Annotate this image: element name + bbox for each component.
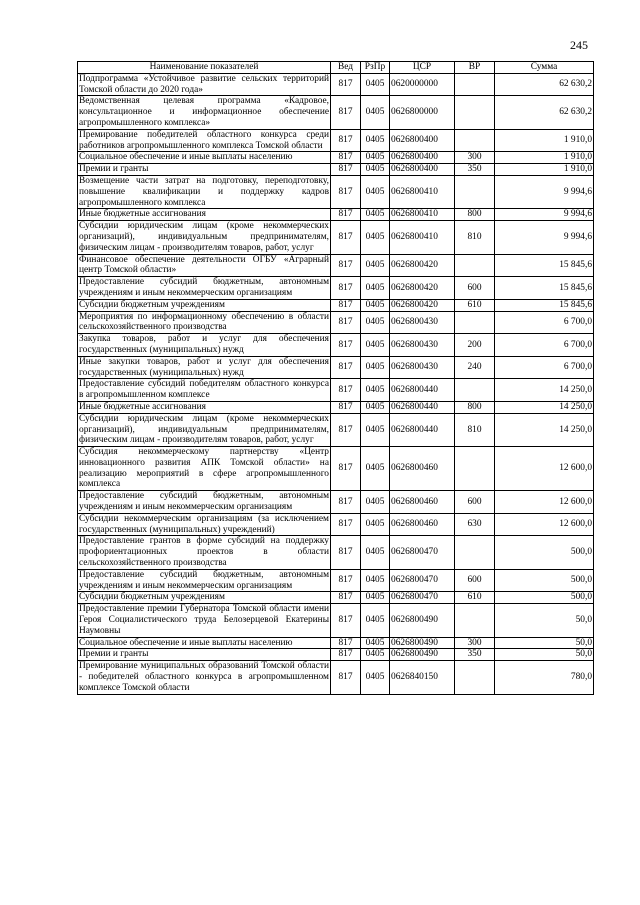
cell-rzpr: 0405	[361, 311, 390, 334]
cell-vr: 300	[455, 152, 495, 164]
cell-name: Финансовое обеспечение деятельности ОГБУ «Аграрный центр Томской области»	[79, 254, 329, 276]
cell-name: Субсидии юридическим лицам (кроме некоммерческих организаций), индивидуальным предпринимателям, физическим лицам - производителям товаров, работ, услуг	[79, 413, 329, 446]
table-row	[78, 379, 594, 402]
cell-vr: 600	[455, 277, 495, 300]
cell-rzpr: 0405	[361, 96, 390, 129]
cell-ved: 817	[331, 637, 361, 649]
table-row	[78, 164, 594, 176]
table-row	[78, 129, 594, 152]
cell-name: Премирование победителей областного конкурса среди работников агропромышленного комплекса Томской области	[79, 129, 329, 151]
cell-ved: 817	[331, 536, 361, 569]
cell-vr: 610	[455, 592, 495, 604]
cell-csr: 0626800000	[390, 96, 455, 129]
cell-sum: 6 700,0	[495, 311, 594, 334]
cell-csr: 0626800460	[390, 513, 455, 536]
cell-rzpr: 0405	[361, 175, 390, 208]
cell-vr	[455, 96, 495, 129]
table-row	[78, 661, 594, 694]
cell-csr: 0626800440	[390, 379, 455, 402]
cell-ved: 817	[331, 491, 361, 514]
cell-ved: 817	[331, 277, 361, 300]
cell-rzpr: 0405	[361, 401, 390, 413]
cell-rzpr: 0405	[361, 513, 390, 536]
cell-rzpr: 0405	[361, 569, 390, 592]
cell-csr: 0626800420	[390, 254, 455, 277]
cell-rzpr: 0405	[361, 254, 390, 277]
cell-sum: 15 845,6	[495, 299, 594, 311]
cell-sum: 50,0	[495, 604, 594, 637]
cell-name: Подпрограмма «Устойчивое развитие сельских территорий Томской области до 2020 года»	[79, 73, 329, 95]
cell-sum: 15 845,6	[495, 254, 594, 277]
table-row	[78, 299, 594, 311]
cell-csr: 0626800430	[390, 334, 455, 357]
cell-rzpr: 0405	[361, 649, 390, 661]
cell-csr: 0626800400	[390, 129, 455, 152]
cell-sum: 15 845,6	[495, 277, 594, 300]
cell-sum: 9 994,6	[495, 175, 594, 208]
cell-csr: 0626800420	[390, 277, 455, 300]
cell-name: Субсидия некоммерческому партнерству «Центр инновационного развития АПК Томской области» на реализацию мероприятий в сфере агропромышленного комплекса	[79, 447, 329, 490]
table-row	[78, 277, 594, 300]
table-row	[78, 73, 594, 96]
cell-rzpr: 0405	[361, 73, 390, 96]
cell-ved: 817	[331, 209, 361, 221]
cell-vr: 200	[455, 334, 495, 357]
table-row	[78, 334, 594, 357]
cell-name: Субсидии некоммерческим организациям (за исключением государственных (муниципальных) учреждений)	[79, 513, 329, 535]
header-row	[78, 62, 594, 74]
cell-ved: 817	[331, 401, 361, 413]
cell-csr: 0626800470	[390, 536, 455, 569]
cell-ved: 817	[331, 221, 361, 254]
cell-vr: 300	[455, 637, 495, 649]
table-row	[78, 513, 594, 536]
cell-ved: 817	[331, 129, 361, 152]
cell-ved: 817	[331, 513, 361, 536]
cell-vr	[455, 604, 495, 637]
cell-sum: 14 250,0	[495, 379, 594, 402]
cell-vr	[455, 661, 495, 694]
cell-vr: 240	[455, 356, 495, 379]
cell-name: Социальное обеспечение и иные выплаты населению	[78, 152, 331, 164]
cell-name: Иные бюджетные ассигнования	[78, 209, 331, 221]
cell-vr	[455, 379, 495, 402]
cell-vr: 630	[455, 513, 495, 536]
col-header-name: Наименование показателей	[78, 62, 331, 74]
cell-ved: 817	[331, 96, 361, 129]
cell-ved: 817	[331, 334, 361, 357]
cell-csr: 0626800410	[390, 209, 455, 221]
col-header-rzpr: РзПр	[361, 62, 390, 74]
cell-ved: 817	[331, 175, 361, 208]
cell-name: Мероприятия по информационному обеспечению в области сельскохозяйственного производства	[79, 311, 329, 333]
cell-sum: 1 910,0	[495, 152, 594, 164]
cell-vr	[455, 73, 495, 96]
cell-rzpr: 0405	[361, 661, 390, 694]
cell-vr: 810	[455, 221, 495, 254]
cell-sum: 500,0	[495, 569, 594, 592]
cell-sum: 14 250,0	[495, 401, 594, 413]
cell-rzpr: 0405	[361, 277, 390, 300]
cell-rzpr: 0405	[361, 536, 390, 569]
table-row	[78, 311, 594, 334]
cell-rzpr: 0405	[361, 592, 390, 604]
cell-csr: 0626800440	[390, 413, 455, 446]
cell-sum: 12 600,0	[495, 491, 594, 514]
table-row	[78, 649, 594, 661]
cell-rzpr: 0405	[361, 152, 390, 164]
cell-ved: 817	[331, 649, 361, 661]
cell-rzpr: 0405	[361, 413, 390, 446]
cell-vr	[455, 311, 495, 334]
cell-vr: 610	[455, 299, 495, 311]
cell-sum: 62 630,2	[495, 73, 594, 96]
cell-name: Премии и гранты	[78, 164, 331, 176]
cell-csr: 0626800460	[390, 491, 455, 514]
table-row	[78, 536, 594, 569]
cell-sum: 500,0	[495, 592, 594, 604]
table-row	[78, 175, 594, 208]
table-row	[78, 413, 594, 446]
cell-rzpr: 0405	[361, 379, 390, 402]
cell-sum: 9 994,6	[495, 209, 594, 221]
table-row	[78, 254, 594, 277]
cell-ved: 817	[331, 413, 361, 446]
cell-ved: 817	[331, 254, 361, 277]
cell-name: Предоставление субсидий бюджетным, автономным учреждениям и иным некоммерческим организациям	[79, 569, 329, 591]
cell-csr: 0626800490	[390, 604, 455, 637]
budget-table	[77, 61, 594, 695]
cell-name: Иные бюджетные ассигнования	[78, 401, 331, 413]
cell-rzpr: 0405	[361, 356, 390, 379]
cell-name: Премирование муниципальных образований Томской области - победителей областного конкурса в агропромышленном комплексе Томской области	[79, 661, 329, 693]
cell-ved: 817	[331, 356, 361, 379]
cell-rzpr: 0405	[361, 299, 390, 311]
cell-vr: 600	[455, 491, 495, 514]
cell-sum: 1 910,0	[495, 129, 594, 152]
cell-csr: 0626840150	[390, 661, 455, 694]
cell-sum: 6 700,0	[495, 356, 594, 379]
cell-csr: 0626800490	[390, 637, 455, 649]
cell-rzpr: 0405	[361, 221, 390, 254]
cell-sum: 12 600,0	[495, 447, 594, 491]
cell-csr: 0626800410	[390, 221, 455, 254]
cell-rzpr: 0405	[361, 129, 390, 152]
table-row	[78, 401, 594, 413]
table-row	[78, 604, 594, 637]
cell-name: Ведомственная целевая программа «Кадровое, консультационное и информационное обеспечение агропромышленного комплекса»	[79, 96, 329, 128]
cell-csr: 0620000000	[390, 73, 455, 96]
cell-name: Предоставление субсидий победителям областного конкурса в агропромышленном комплексе	[79, 379, 329, 401]
cell-name: Предоставление субсидий бюджетным, автономным учреждениям и иным некоммерческим организациям	[79, 277, 329, 298]
table-row	[78, 356, 594, 379]
cell-ved: 817	[331, 592, 361, 604]
table-row	[78, 152, 594, 164]
cell-ved: 817	[331, 447, 361, 491]
table-row	[78, 447, 594, 491]
cell-name: Премии и гранты	[78, 649, 331, 661]
cell-csr: 0626800430	[390, 311, 455, 334]
cell-vr	[455, 129, 495, 152]
cell-vr	[455, 254, 495, 277]
cell-ved: 817	[331, 311, 361, 334]
cell-rzpr: 0405	[361, 164, 390, 176]
cell-ved: 817	[331, 73, 361, 96]
cell-name: Субсидии юридическим лицам (кроме некоммерческих организаций), индивидуальным предпринимателям, физическим лицам - производителям товаров, работ, услуг	[79, 221, 329, 253]
cell-vr	[455, 175, 495, 208]
table-row	[78, 209, 594, 221]
cell-csr: 0626800400	[390, 164, 455, 176]
cell-vr: 800	[455, 209, 495, 221]
cell-vr	[455, 447, 495, 491]
cell-rzpr: 0405	[361, 604, 390, 637]
cell-csr: 0626800430	[390, 356, 455, 379]
col-header-sum: Сумма	[495, 62, 594, 74]
cell-vr: 600	[455, 569, 495, 592]
table-row	[78, 592, 594, 604]
cell-rzpr: 0405	[361, 491, 390, 514]
cell-name: Субсидии бюджетным учреждениям	[78, 299, 331, 311]
cell-ved: 817	[331, 604, 361, 637]
col-header-vr: ВР	[455, 62, 495, 74]
cell-sum: 14 250,0	[495, 413, 594, 446]
cell-ved: 817	[331, 164, 361, 176]
cell-ved: 817	[331, 379, 361, 402]
cell-sum: 780,0	[495, 661, 594, 694]
table-row	[78, 221, 594, 254]
cell-name: Субсидии бюджетным учреждениям	[78, 592, 331, 604]
cell-sum: 50,0	[495, 637, 594, 649]
cell-csr: 0626800470	[390, 569, 455, 592]
cell-csr: 0626800490	[390, 649, 455, 661]
cell-ved: 817	[331, 152, 361, 164]
col-header-ved: Вед	[331, 62, 361, 74]
table-row	[78, 637, 594, 649]
table-row	[78, 491, 594, 514]
cell-ved: 817	[331, 299, 361, 311]
cell-name: Социальное обеспечение и иные выплаты населению	[78, 637, 331, 649]
cell-name: Закупка товаров, работ и услуг для обеспечения государственных (муниципальных) нужд	[79, 334, 329, 355]
cell-name: Возмещение части затрат на подготовку, переподготовку, повышение квалификации и поддержку кадров агропромышленного комплекса	[79, 175, 329, 208]
table-row	[78, 96, 594, 129]
cell-sum: 9 994,6	[495, 221, 594, 254]
cell-vr: 810	[455, 413, 495, 446]
cell-vr: 800	[455, 401, 495, 413]
cell-rzpr: 0405	[361, 637, 390, 649]
cell-vr: 350	[455, 649, 495, 661]
cell-csr: 0626800440	[390, 401, 455, 413]
page-number: 245	[570, 38, 588, 52]
table-row	[78, 569, 594, 592]
cell-csr: 0626800460	[390, 447, 455, 491]
cell-name: Предоставление субсидий бюджетным, автономным учреждениям и иным некоммерческим организациям	[79, 491, 329, 513]
cell-sum: 6 700,0	[495, 334, 594, 357]
cell-rzpr: 0405	[361, 209, 390, 221]
cell-sum: 1 910,0	[495, 164, 594, 176]
col-header-csr: ЦСР	[390, 62, 455, 74]
cell-csr: 0626800470	[390, 592, 455, 604]
cell-vr	[455, 536, 495, 569]
cell-csr: 0626800420	[390, 299, 455, 311]
cell-ved: 817	[331, 661, 361, 694]
cell-sum: 50,0	[495, 649, 594, 661]
cell-sum: 500,0	[495, 536, 594, 569]
cell-csr: 0626800410	[390, 175, 455, 208]
cell-csr: 0626800400	[390, 152, 455, 164]
cell-name: Предоставление грантов в форме субсидий на поддержку профориентационных проектов в области сельскохозяйственного производства	[79, 536, 329, 569]
cell-name: Иные закупки товаров, работ и услуг для обеспечения государственных (муниципальных) нужд	[79, 356, 329, 378]
cell-sum: 12 600,0	[495, 513, 594, 536]
cell-ved: 817	[331, 569, 361, 592]
cell-sum: 62 630,2	[495, 96, 594, 129]
cell-rzpr: 0405	[361, 334, 390, 357]
cell-vr: 350	[455, 164, 495, 176]
cell-name: Предоставление премии Губернатора Томской области имени Героя Социалистического труда Белозерцевой Екатерины Наумовны	[79, 604, 329, 636]
cell-rzpr: 0405	[361, 447, 390, 491]
